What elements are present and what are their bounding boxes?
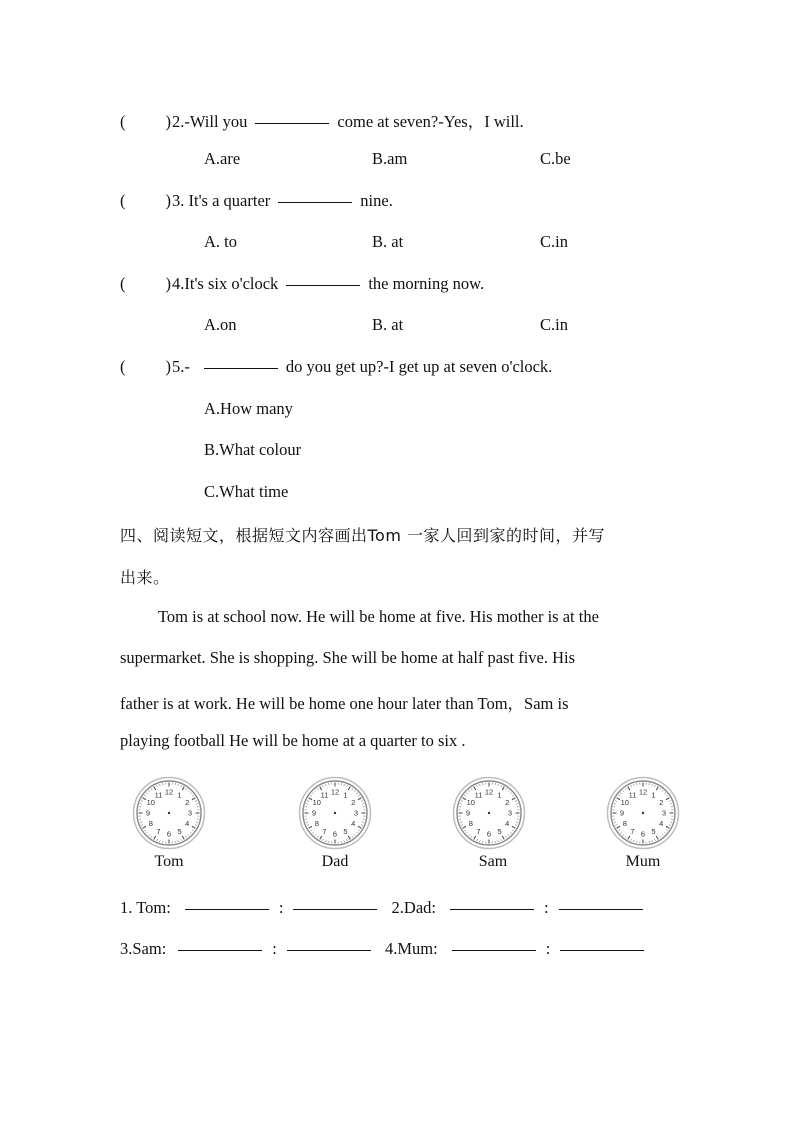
- question-text-before: 4.It's six o'clock: [172, 274, 279, 293]
- colon: :: [543, 898, 549, 917]
- clock-face-sam[interactable]: [452, 776, 526, 850]
- clock-number: 7: [476, 826, 481, 836]
- answer-row-2: [120, 939, 650, 959]
- option-b[interactable]: B.am: [372, 149, 408, 168]
- clock-label-sam: Sam: [478, 853, 508, 870]
- clock-number: 8: [622, 819, 627, 829]
- clock-number: 11: [628, 790, 637, 800]
- question-text-before: 5.-: [172, 357, 190, 376]
- clock-face-tom[interactable]: [132, 776, 206, 850]
- clock-center-dot: [488, 812, 490, 814]
- question-4: [120, 274, 484, 294]
- clock-number: 10: [620, 798, 629, 808]
- clock-number: 7: [322, 826, 327, 836]
- answer-label-mum: 4.Mum:: [385, 939, 438, 958]
- colon: :: [272, 939, 277, 958]
- option-c[interactable]: C.in: [540, 232, 568, 251]
- clock-number: 6: [640, 829, 646, 839]
- clock-label-dad: Dad: [321, 853, 349, 870]
- clock-number: 3: [507, 808, 513, 818]
- answer-blank-hour[interactable]: [452, 949, 536, 951]
- question-text-after: nine.: [360, 191, 393, 210]
- clock-number: 9: [145, 808, 151, 818]
- clock-number: 10: [312, 798, 321, 808]
- clock-label-tom: Tom: [154, 853, 184, 870]
- paragraph-line-3: father is at work. He will be home one hour later than Tom，Sam is: [120, 694, 569, 713]
- clock-number: 9: [465, 808, 471, 818]
- option-c[interactable]: C.in: [540, 315, 568, 334]
- option-b[interactable]: B.What colour: [204, 440, 302, 459]
- option-a[interactable]: A.on: [204, 315, 237, 334]
- clock-number: 6: [332, 829, 338, 839]
- clock-number: 8: [468, 819, 473, 829]
- answer-parenthesis[interactable]: ( ): [120, 357, 171, 376]
- fill-blank[interactable]: [204, 367, 278, 369]
- clock-number: 6: [166, 829, 172, 839]
- answer-parenthesis[interactable]: ( ): [120, 274, 171, 293]
- paragraph-line-4: playing football He will be home at a quarter to six .: [120, 731, 466, 750]
- question-text-before: 3. It's a quarter: [172, 191, 271, 210]
- clock-number: 12: [484, 787, 494, 797]
- clock-number: 1: [497, 790, 502, 800]
- clock-number: 1: [651, 790, 656, 800]
- clock-number: 2: [659, 798, 664, 808]
- fill-blank[interactable]: [278, 201, 352, 203]
- answer-blank-minute[interactable]: [560, 949, 644, 951]
- clock-number: 10: [146, 798, 155, 808]
- clock-face-mum[interactable]: [606, 776, 680, 850]
- colon: :: [278, 898, 284, 917]
- answer-blank-hour[interactable]: [185, 908, 269, 910]
- clock-number: 4: [505, 819, 510, 829]
- answer-blank-minute[interactable]: [559, 908, 643, 910]
- question-3: [120, 191, 393, 211]
- option-c[interactable]: C.be: [540, 149, 571, 168]
- clock-number: 1: [177, 790, 182, 800]
- clock-number: 2: [505, 798, 510, 808]
- paragraph-line-1: Tom is at school now. He will be home at five. His mother is at the: [158, 607, 599, 626]
- clock-number: 4: [185, 819, 190, 829]
- clock-number: 11: [474, 790, 483, 800]
- answer-row-1: [120, 898, 649, 918]
- answer-parenthesis[interactable]: ( ): [120, 112, 171, 131]
- clock-number: 3: [187, 808, 193, 818]
- clock-number: 9: [619, 808, 625, 818]
- question-text-before: 2.-Will you: [172, 112, 248, 131]
- answer-blank-minute[interactable]: [293, 908, 377, 910]
- question-text-after: do you get up?-I get up at seven o'clock.: [285, 357, 553, 376]
- answer-label-dad: 2.Dad:: [391, 898, 436, 917]
- fill-blank[interactable]: [286, 284, 360, 286]
- clock-number: 3: [353, 808, 359, 818]
- clock-number: 5: [497, 826, 502, 836]
- section-heading-line2: 出来。: [120, 568, 170, 587]
- fill-blank[interactable]: [255, 122, 329, 124]
- clock-number: 10: [466, 798, 475, 808]
- clock-number: 11: [154, 790, 163, 800]
- question-2: [120, 108, 524, 132]
- question-text-after: come at seven?-Yes，I will.: [337, 112, 524, 131]
- clock-center-dot: [168, 812, 170, 814]
- question-5: [120, 357, 552, 377]
- clock-number: 2: [351, 798, 356, 808]
- clock-center-dot: [642, 812, 644, 814]
- option-b[interactable]: B. at: [372, 315, 404, 334]
- answer-blank-hour[interactable]: [178, 949, 262, 951]
- colon: :: [545, 939, 551, 958]
- paragraph-line-2: supermarket. She is shopping. She will be home at half past five. His: [120, 648, 576, 667]
- clock-number: 4: [659, 819, 664, 829]
- clock-number: 12: [164, 787, 174, 797]
- clock-number: 11: [320, 790, 329, 800]
- option-a[interactable]: A.How many: [204, 399, 293, 418]
- clock-number: 1: [343, 790, 348, 800]
- clock-face-dad[interactable]: [298, 776, 372, 850]
- clock-number: 2: [185, 798, 190, 808]
- clock-number: 8: [314, 819, 319, 829]
- clock-number: 7: [630, 826, 635, 836]
- answer-blank-hour[interactable]: [450, 908, 534, 910]
- clock-number: 8: [148, 819, 153, 829]
- answer-label-sam: 3.Sam:: [120, 939, 167, 958]
- question-text-after: the morning now.: [368, 274, 485, 293]
- option-b[interactable]: B. at: [372, 232, 404, 251]
- clock-label-mum: Mum: [625, 853, 661, 870]
- answer-label-tom: 1. Tom:: [120, 898, 171, 917]
- clock-number: 6: [486, 829, 492, 839]
- answer-blank-minute[interactable]: [287, 949, 371, 951]
- clock-number: 12: [330, 787, 340, 797]
- option-c[interactable]: C.What time: [204, 482, 289, 501]
- clock-number: 5: [651, 826, 656, 836]
- answer-parenthesis[interactable]: ( ): [120, 191, 171, 210]
- clock-number: 3: [661, 808, 667, 818]
- clock-number: 5: [177, 826, 182, 836]
- clock-number: 7: [156, 826, 161, 836]
- clock-number: 5: [343, 826, 348, 836]
- clock-number: 9: [311, 808, 317, 818]
- clock-number: 4: [351, 819, 356, 829]
- clock-center-dot: [334, 812, 336, 814]
- option-a[interactable]: A.are: [204, 149, 241, 168]
- section-heading-line1: 四、阅读短文，根据短文内容画出Tom 一家人回到家的时间，并写: [120, 526, 606, 545]
- option-a[interactable]: A. to: [204, 232, 237, 251]
- clock-number: 12: [638, 787, 648, 797]
